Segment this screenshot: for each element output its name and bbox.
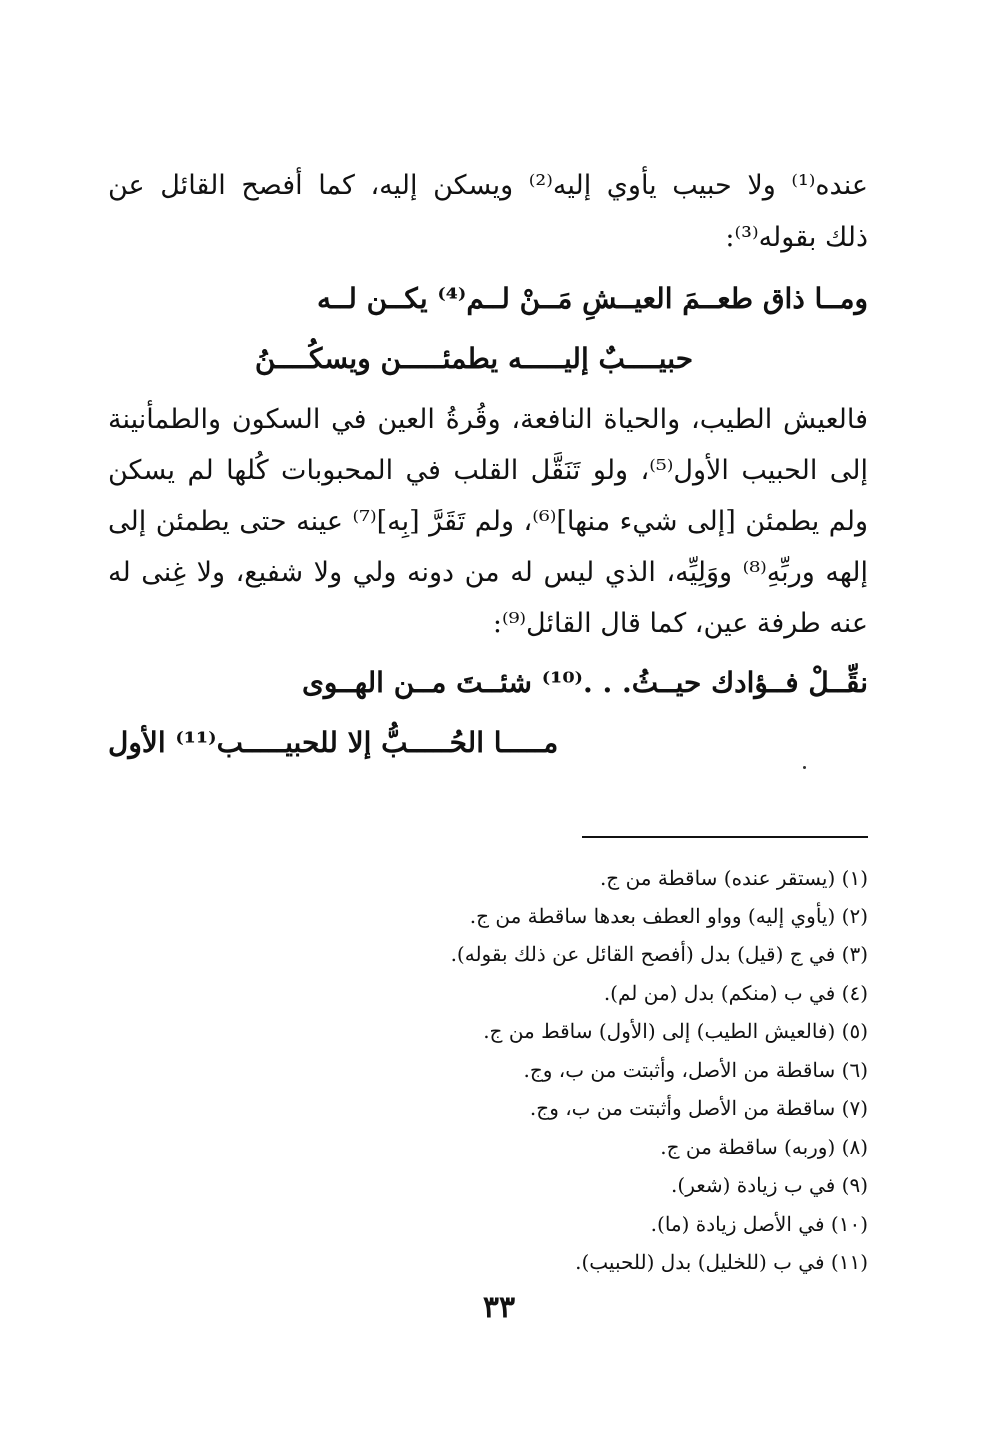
footnote-6: (٦) ساقطة من الأصل، وأثبتت من ب، وج. — [523, 1058, 868, 1082]
body-line-6: إلهه وربِّهِ⁽⁸⁾ ووَلِيِّه، الذي ليس له من دونه ولي ولا شفيع، ولا غِنى له — [108, 557, 868, 588]
body-line-4: إلى الحبيب الأول⁽⁵⁾، ولو تَنَقَّل القلب في المحبوبات كُلها لم يسكن — [108, 455, 868, 486]
footnote-9: (٩) في ب زيادة (شعر). — [671, 1173, 868, 1197]
footnote-1: (١) (يستقر عنده) ساقطة من ج. — [599, 866, 868, 890]
page-number: ٣٣ — [482, 1290, 516, 1325]
verse-2-second-hemistich: مـــــا الحُـــــبُّ إلا للحبيـــــب⁽¹¹⁾ الأول — [108, 726, 559, 759]
footnote-11: (١١) في ب (للخليل) بدل (للحبيب). — [575, 1250, 868, 1274]
verse-2-first-hemistich: نقِّــلْ فــؤادك حيــثُ. . .⁽¹⁰⁾ شئــتَ مــن الهــوى — [301, 666, 868, 699]
body-line-7: عنه طرفة عين، كما قال القائل⁽⁹⁾: — [492, 608, 868, 639]
body-line-2: ذلك بقوله⁽³⁾: — [725, 222, 868, 253]
verse-1-first-hemistich: ومــا ذاق طعــمَ العيــشِ مَــنْ لــم⁽⁴⁾ يكــن لــه — [316, 282, 868, 315]
footnote-2: (٢) (يأوي إليه) وواو العطف بعدها ساقطة من ج. — [469, 904, 868, 928]
verse-1-second-hemistich: حبيــــبٌ إليـــــه يطمئـــــن ويسكُــــنُ — [254, 342, 693, 375]
body-line-5: ولم يطمئن [إلى شيء منها]⁽⁶⁾، ولم تَقَرَّ [بِه]⁽⁷⁾ عينه حتى يطمئن إلى — [108, 506, 869, 537]
body-line-1: عنده⁽¹⁾ ولا حبيب يأوي إليه⁽²⁾ ويسكن إليه، كما أفصح القائل عن — [108, 170, 868, 201]
footnote-8: (٨) (وربه) ساقطة من ج. — [660, 1135, 868, 1159]
footnote-10: (١٠) في الأصل زيادة (ما). — [650, 1212, 868, 1236]
footnote-7: (٧) ساقطة من الأصل وأثبتت من ب، وج. — [529, 1096, 868, 1120]
footnote-5: (٥) (فالعيش الطيب) إلى (الأول) ساقط من ج. — [483, 1019, 868, 1043]
stray-dot — [803, 766, 806, 769]
body-line-3: فالعيش الطيب، والحياة النافعة، وقُرةُ العين في السكون والطمأنينة — [108, 404, 868, 435]
footnote-separator — [582, 836, 868, 838]
footnote-4: (٤) في ب (منكم) بدل (من لم). — [603, 981, 868, 1005]
footnote-3: (٣) في ج (قيل) بدل (أفصح القائل عن ذلك بقوله). — [450, 942, 868, 966]
